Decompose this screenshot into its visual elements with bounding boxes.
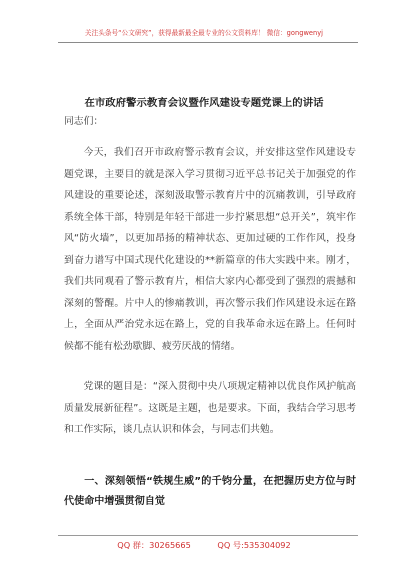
footer-qq-group: QQ 群：30265665 bbox=[117, 540, 191, 550]
footer bbox=[0, 540, 408, 551]
header-banner: 关注头条号“公文研究”，获得最新最全最专业的公文资料库！ 微信：gongwenyj bbox=[84, 29, 324, 37]
footer-qq-number: QQ 号:535304092 bbox=[217, 540, 291, 550]
body-paragraph-1: 今天，我们召开市政府警示教育会议，并安排这堂作风建设专题党课，主要目的就是深入学习贯彻习近平总书记关于加强党的作风建设的重要论述，深刻汲取警示教育片中的沉痛教训，引导政府系统全体干部，特别是年轻干部进一步拧紧思想“总开关”，筑牢作风“防火墙”，以更加昂扬的精神状态、更加过硬的工作作风，投身到奋力谱写中国式现代化建设的**新篇章的伟大实践中来。刚才，我们共同观看了警示教育片，相信大家内心都受到了强烈的震撼和深刻的警醒。片中人的惨痛教训，再次警示我们作风建设永远在路上，全面从严治党永远在路上，党的自我革命永远在路上。任何时候都不能有松劲歇脚、疲劳厌战的情绪。 bbox=[64, 147, 356, 352]
header-divider bbox=[58, 42, 358, 43]
greeting: 同志们： bbox=[64, 116, 104, 127]
section-heading: 一、深刻领悟“铁规生威”的千钧分量，在把握历史方位与时代使命中增强贯彻自觉 bbox=[64, 476, 356, 507]
document-title: 在市政府警示教育会议暨作风建设专题党课上的讲话 bbox=[84, 97, 324, 109]
body-paragraph-2: 党课的题目是：“深入贯彻中央八项规定精神以优良作风护航高质量发展新征程”。这既是主题，也是要求。下面，我结合学习思考和工作实际，谈几点认识和体会，与同志们共勉。 bbox=[64, 381, 356, 435]
footer-divider bbox=[58, 535, 358, 536]
